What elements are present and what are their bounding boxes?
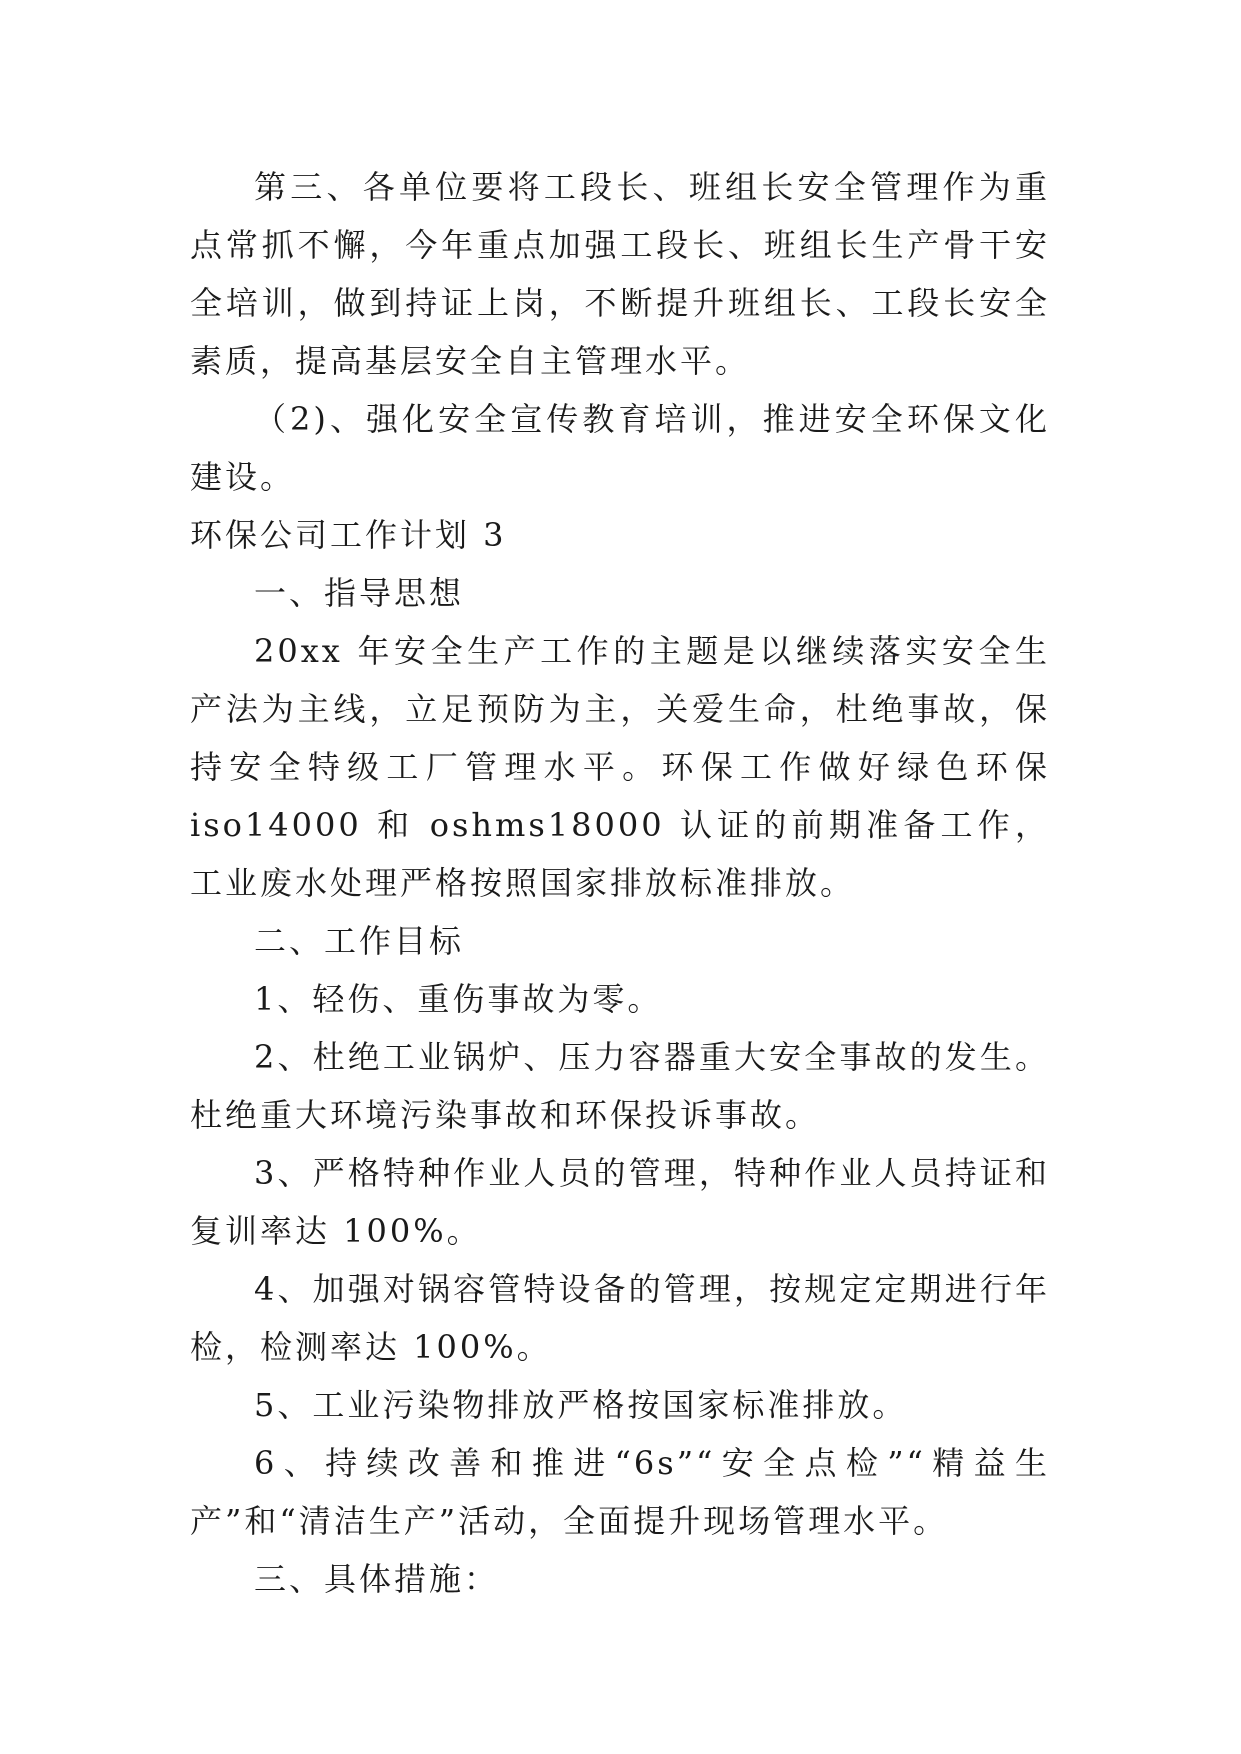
paragraph-section-three: 第三、各单位要将工段长、班组长安全管理作为重点常抓不懈，今年重点加强工段长、班组长生产骨干安全培训，做到持证上岗，不断提升班组长、工段长安全素质，提高基层安全自主管理水平。: [190, 168, 1050, 380]
goal-item-5: 5、工业污染物排放严格按国家标准排放。: [254, 1386, 908, 1424]
goal-item-6: 6、持续改善和推进“6s”“安全点检”“精益生产”和“清洁生产”活动，全面提升现场管理水平。: [190, 1444, 1050, 1540]
paragraph-guiding-ideology: 20xx 年安全生产工作的主题是以继续落实安全生产法为主线，立足预防为主，关爱生命，杜绝事故，保持安全特级工厂管理水平。环保工作做好绿色环保 iso14000 和 oshms18000 认证的前期准备工作，工业废水处理严格按照国家排放标准排放。: [190, 632, 1050, 902]
heading-specific-measures: 三、具体措施：: [254, 1560, 500, 1598]
paragraph-publicity-training: （2)、强化安全宣传教育培训，推进安全环保文化建设。: [190, 400, 1050, 496]
goal-item-4: 4、加强对锅容管特设备的管理，按规定定期进行年检，检测率达 100%。: [190, 1270, 1050, 1366]
document-subtitle: 环保公司工作计划 3: [190, 516, 507, 554]
goal-item-1: 1、轻伤、重伤事故为零。: [254, 980, 663, 1018]
document-page: [190, 158, 1050, 1608]
heading-work-goals: 二、工作目标: [254, 922, 465, 960]
goal-item-3: 3、严格特种作业人员的管理，特种作业人员持证和复训率达 100%。: [190, 1154, 1050, 1250]
heading-guiding-ideology: 一、指导思想: [254, 574, 465, 612]
goal-item-2: 2、杜绝工业锅炉、压力容器重大安全事故的发生。杜绝重大环境污染事故和环保投诉事故。: [190, 1038, 1050, 1134]
